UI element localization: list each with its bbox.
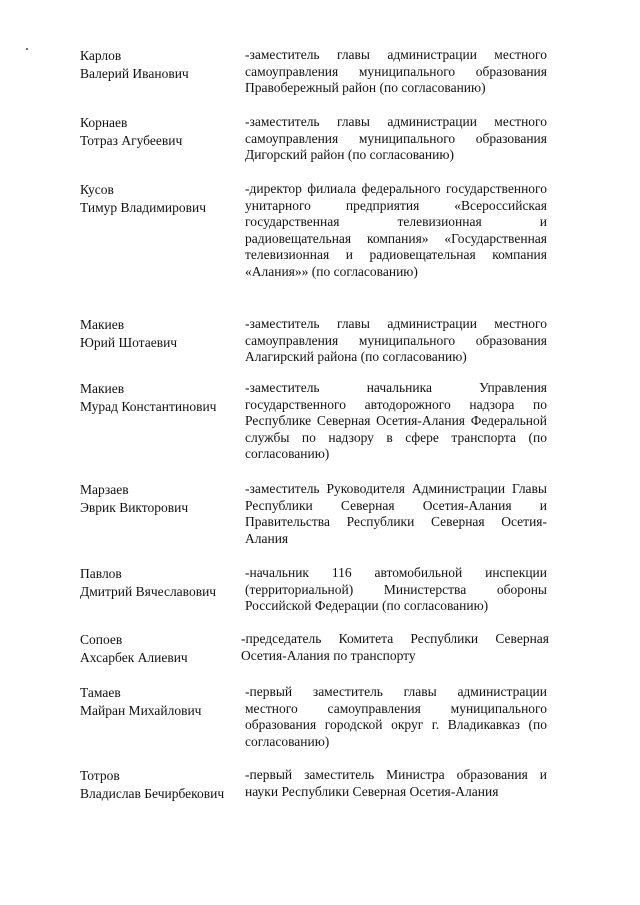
given-names: Тимур Владимирович	[80, 200, 207, 215]
person-name	[80, 565, 240, 601]
given-names: Владислав Бечирбекович	[80, 786, 225, 801]
given-names: Дмитрий Вячеславович	[80, 584, 217, 599]
surname: Макиев	[80, 317, 125, 332]
given-names: Майран Михайлович	[80, 703, 202, 718]
person-name	[80, 47, 240, 83]
position-description: -заместитель начальника Управления государственного автодорожного надзора по Республике Северная Осетия-Алания Федеральной службы по надзору в сфере транспорта (по согласованию)	[245, 380, 547, 461]
person-name	[80, 181, 240, 217]
surname: Тотров	[80, 768, 120, 783]
surname: Павлов	[80, 566, 122, 581]
surname: Тамаев	[80, 685, 121, 700]
person-name	[80, 380, 240, 416]
scan-speck	[26, 48, 28, 50]
position-description: -начальник 116 автомобильной инспекции (территориальной) Министерства обороны Российской Федерации (по согласованию)	[245, 565, 547, 613]
given-names: Валерий Иванович	[80, 66, 189, 81]
person-name	[80, 631, 240, 667]
position-description: -заместитель главы администрации местного самоуправления муниципального образования Алагирский района (по согласованию)	[245, 316, 547, 364]
position-description: -председатель Комитета Республики Северная Осетия-Алания по транспорту	[241, 631, 549, 663]
position-description: -заместитель главы администрации местного самоуправления муниципального образования Дигорский район (по согласованию)	[245, 114, 547, 162]
person-name	[80, 767, 240, 803]
surname: Корнаев	[80, 115, 128, 130]
position-description: -первый заместитель Министра образования и науки Республики Северная Осетия-Алания	[245, 767, 547, 799]
surname: Сопоев	[80, 632, 123, 647]
position-description: -директор филиала федерального государственного унитарного предприятия «Всероссийская государственная телевизионная и радиовещательная компания» «Государственная телевизионная и радиовещательная компания «Алания»» (по согласованию)	[245, 181, 547, 279]
given-names: Ахсарбек Алиевич	[80, 650, 188, 665]
position-description: -заместитель Руководителя Администрации Главы Республики Северная Осетия-Алания и Правительства Республики Северная Осетия-Алания	[245, 481, 547, 546]
given-names: Юрий Шотаевич	[80, 335, 178, 350]
surname: Карлов	[80, 48, 122, 63]
person-name	[80, 316, 240, 352]
surname: Кусов	[80, 182, 114, 197]
given-names: Эврик Викторович	[80, 500, 189, 515]
person-name	[80, 114, 240, 150]
person-name	[80, 684, 240, 720]
person-name	[80, 481, 240, 517]
surname: Марзаев	[80, 482, 129, 497]
surname: Макиев	[80, 381, 125, 396]
given-names: Мурад Константинович	[80, 399, 217, 414]
position-description: -первый заместитель главы администрации местного самоуправления муниципального образования городской округ г. Владикавказ (по согласованию)	[245, 684, 547, 749]
position-description: -заместитель главы администрации местного самоуправления муниципального образования Правобережный район (по согласованию)	[245, 47, 547, 95]
given-names: Тотраз Агубеевич	[80, 133, 183, 148]
